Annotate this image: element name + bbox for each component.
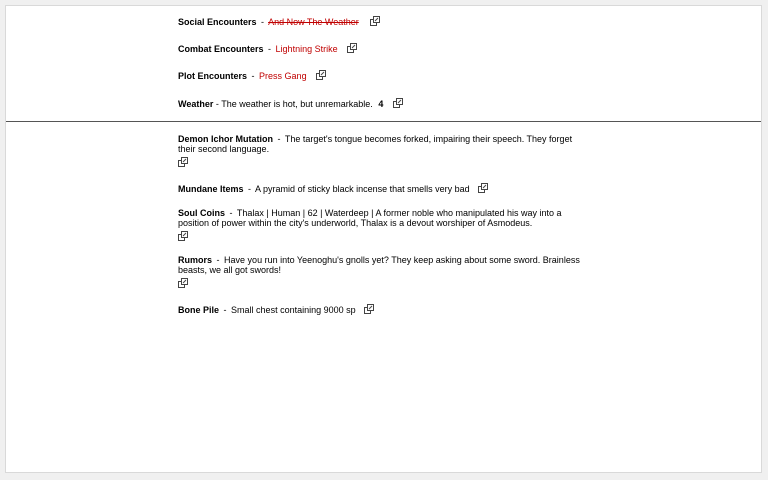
item-label: Plot Encounters: [178, 71, 248, 81]
item-separator: -: [268, 44, 272, 54]
external-link-icon[interactable]: [178, 157, 188, 167]
item-separator: -: [261, 17, 265, 27]
external-link-icon[interactable]: [364, 304, 374, 314]
item-value: Small chest containing 9000 sp: [231, 305, 356, 315]
item-separator: -: [229, 208, 233, 218]
list-item-combat-encounters: [178, 43, 588, 54]
item-separator: -: [216, 255, 220, 265]
weather-text: The weather is hot, but unremarkable.: [221, 99, 373, 109]
item-label: Bone Pile: [178, 305, 220, 315]
item-label: Social Encounters: [178, 17, 257, 27]
external-link-icon[interactable]: [370, 16, 380, 26]
external-link-icon[interactable]: [178, 231, 188, 241]
external-link-icon[interactable]: [393, 98, 403, 108]
list-item-soul-coins: [178, 208, 588, 241]
list-item-mundane-items: [178, 183, 588, 194]
item-label: Soul Coins: [178, 208, 225, 218]
item-value: The target's tongue becomes forked, impairing their speech. They forget their second language.: [178, 134, 573, 154]
list-item-demon-ichor-mutation: [178, 134, 588, 167]
item-label: Weather: [178, 99, 214, 109]
external-link-icon[interactable]: [178, 278, 188, 288]
result-list: [178, 134, 588, 315]
item-label: Rumors: [178, 255, 213, 265]
generator-panel: [5, 5, 762, 473]
item-separator: -: [248, 184, 252, 194]
list-item-bone-pile: [178, 304, 588, 315]
item-label: Mundane Items: [178, 184, 244, 194]
item-label: Combat Encounters: [178, 44, 264, 54]
external-link-icon[interactable]: [478, 183, 488, 193]
external-link-icon[interactable]: [347, 43, 357, 53]
social-encounter-link[interactable]: And Now The Weather: [268, 17, 359, 27]
item-value: Thalax | Human | 62 | Waterdeep | A former noble who manipulated his way into a position of power within the city's underworld, Thalax is a devout worshiper of Asmodeus.: [178, 208, 562, 228]
plot-encounter-link[interactable]: Press Gang: [259, 71, 307, 81]
list-item-rumors: [178, 255, 588, 288]
section-divider: [6, 121, 761, 122]
item-separator: -: [277, 134, 281, 144]
list-item-weather: [178, 98, 588, 109]
item-separator: -: [223, 305, 227, 315]
external-link-icon[interactable]: [316, 70, 326, 80]
list-item-plot-encounters: [178, 70, 588, 81]
item-value: A pyramid of sticky black incense that smells very bad: [255, 184, 470, 194]
item-separator: -: [215, 99, 219, 109]
weather-number: 4: [378, 99, 384, 109]
item-label: Demon Ichor Mutation: [178, 134, 273, 144]
item-separator: -: [251, 71, 255, 81]
encounter-list: [178, 16, 588, 109]
list-item-social-encounters: [178, 16, 588, 26]
combat-encounter-link[interactable]: Lightning Strike: [275, 44, 338, 54]
item-value: Have you run into Yeenoghu's gnolls yet? They keep asking about some sword. Brainless beasts, we all got swords!: [178, 255, 580, 275]
